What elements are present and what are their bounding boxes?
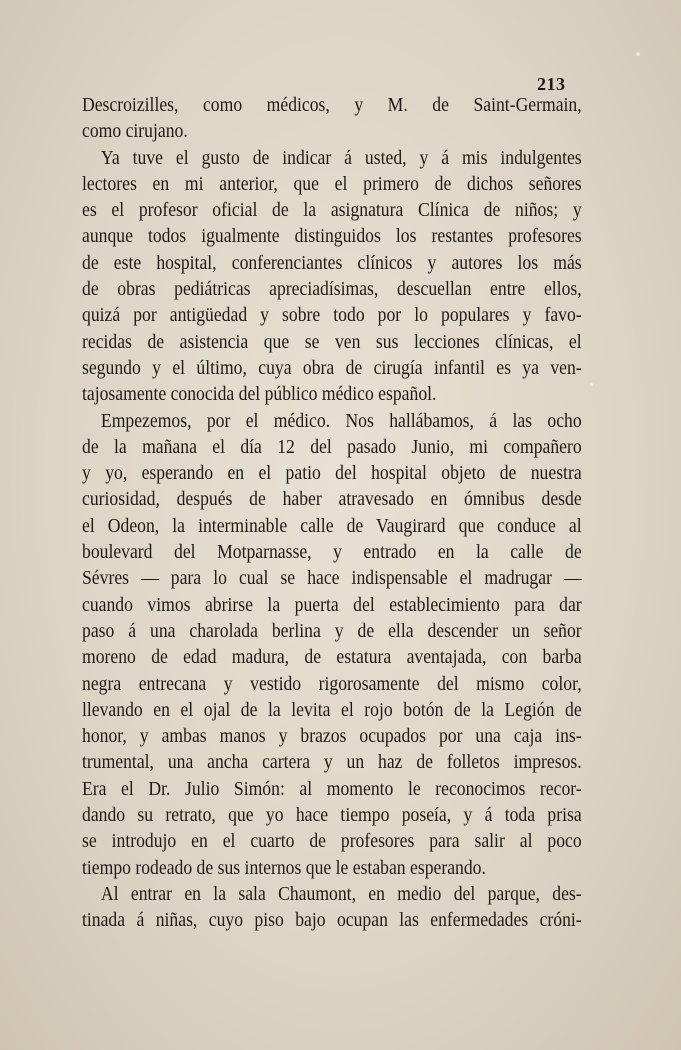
text-line: de este hospital, conferenciantes clínicos y autores los más [82, 251, 582, 274]
text-line: Al entrar en la sala Chaumont, en medio del parque, des- [100, 882, 582, 905]
text-line: de la mañana el día 12 del pasado Junio, mi compañero [82, 435, 582, 458]
text-line: honor, y ambas manos y brazos ocupados por una caja ins- [82, 725, 582, 748]
text-line: de obras pediátricas apreciadísimas, descuellan entre ellos, [82, 278, 582, 301]
text-line: lectores en mi anterior, que el primero de dichos señores [82, 172, 582, 195]
text-line: es el profesor oficial de la asignatura Clínica de niños; y [82, 199, 582, 222]
text-line: Empezemos, por el médico. Nos hallábamos, á las ocho [100, 409, 582, 432]
text-line: moreno de edad madura, de estatura aventajada, con barba [82, 646, 582, 669]
text-line: tiempo rodeado de sus internos que le estaban esperando. [82, 856, 486, 879]
text-line: segundo y el último, cuya obra de cirugía infantil es ya ven- [82, 356, 582, 379]
text-line: Descroizilles, como médicos, y M. de Saint-Germain, [82, 94, 582, 116]
text-line: Sévres — para lo cual se hace indispensable el madrugar — [82, 567, 582, 590]
text-line: recidas de asistencia que se ven sus lecciones clínicas, el [82, 330, 582, 353]
text-line: tinada á niñas, cuyo piso bajo ocupan las enfermedades cróni- [82, 909, 582, 932]
text-line: cuando vimos abrirse la puerta del establecimiento para dar [82, 593, 582, 616]
text-line: el Odeon, la interminable calle de Vaugirard que conduce al [82, 514, 582, 537]
text-line: boulevard del Motparnasse, y entrado en la calle de [82, 541, 582, 564]
text-line: Ya tuve el gusto de indicar á usted, y á mis indulgentes [100, 146, 582, 169]
text-line: se introdujo en el cuarto de profesores para salir al poco [82, 830, 582, 853]
paper-speck [590, 383, 593, 386]
text-line: y yo, esperando en el patio del hospital objeto de nuestra [82, 462, 582, 485]
text-line: quizá por antigüedad y sobre todo por lo populares y favo- [82, 304, 582, 327]
text-line: tajosamente conocida del público médico español. [82, 383, 437, 406]
paper-speck [636, 52, 640, 56]
text-line: llevando en el ojal de la levita el rojo botón de la Legión de [82, 698, 582, 721]
text-line: paso á una charolada berlina y de ella descender un señor [82, 619, 582, 642]
body-text [82, 92, 582, 934]
text-line: curiosidad, después de haber atravesado en ómnibus desde [82, 488, 582, 511]
text-line: aunque todos igualmente distinguidos los restantes profesores [82, 225, 582, 248]
page-number: 213 [537, 74, 566, 94]
text-line: como cirujano. [82, 120, 188, 143]
text-line: dando su retrato, que yo hace tiempo poseía, y á toda prisa [82, 804, 582, 827]
text-line: negra entrecana y vestido rigorosamente del mismo color, [82, 672, 582, 695]
text-line: trumental, una ancha cartera y un haz de folletos impresos. [82, 751, 582, 774]
text-line: Era el Dr. Julio Simón: al momento le reconocimos recor- [82, 777, 582, 800]
